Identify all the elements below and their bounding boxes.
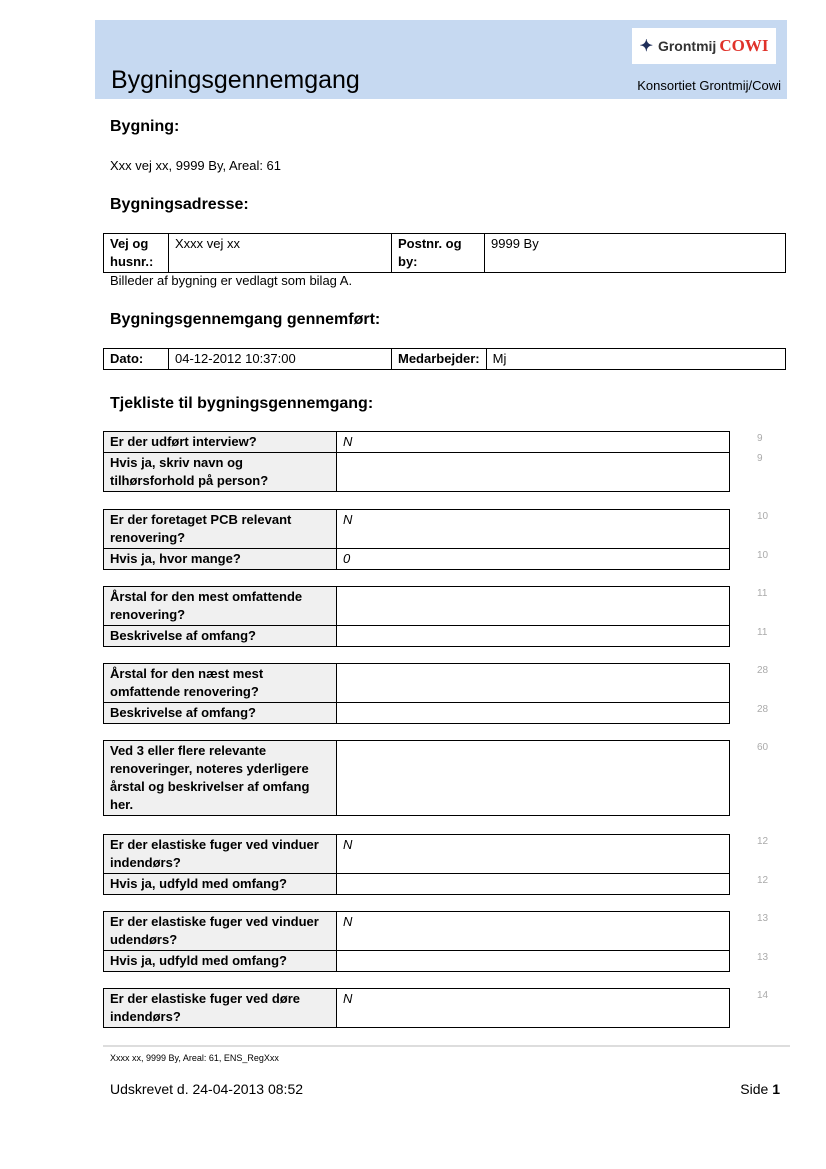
building-heading: Bygning:	[110, 118, 180, 135]
footer-divider	[103, 1045, 790, 1047]
checklist-group	[103, 834, 730, 895]
checklist-row	[104, 549, 730, 570]
checklist-group	[103, 586, 730, 647]
postal-value: 9999 By	[485, 234, 786, 273]
answer-field[interactable]: N	[337, 432, 730, 453]
answer-field[interactable]	[337, 874, 730, 895]
footer-ref: Xxxx xx, 9999 By, Areal: 61, ENS_RegXxx	[110, 1053, 279, 1063]
answer-field[interactable]	[337, 951, 730, 972]
postal-label: Postnr. og by:	[392, 234, 485, 273]
field-number: 60	[757, 742, 769, 753]
logo-mark-icon: ✦	[639, 38, 653, 55]
answer-field[interactable]	[337, 741, 730, 816]
field-number: 10	[757, 511, 769, 522]
checklist-group	[103, 663, 730, 724]
answer-field[interactable]	[337, 453, 730, 492]
question: Beskrivelse af omfang?	[104, 703, 337, 724]
question: Er der udført interview?	[104, 432, 337, 453]
question: Er der elastiske fuger ved vinduer indendørs?	[104, 835, 337, 874]
page-number	[740, 1081, 780, 1097]
field-number: 12	[757, 836, 769, 847]
checklist-row	[104, 951, 730, 972]
question: Hvis ja, skriv navn og tilhørsforhold på person?	[104, 453, 337, 492]
answer-field[interactable]: N	[337, 835, 730, 874]
field-number: 11	[757, 627, 768, 638]
checklist-group	[103, 509, 730, 570]
field-number: 11	[757, 588, 768, 599]
logo	[632, 28, 776, 64]
question: Hvis ja, udfyld med omfang?	[104, 951, 337, 972]
checklist-row	[104, 510, 730, 549]
answer-field[interactable]: 0	[337, 549, 730, 570]
done-heading: Bygningsgennemgang gennemført:	[110, 311, 381, 328]
checklist-group	[103, 911, 730, 972]
checklist-row	[104, 626, 730, 647]
checklist-group	[103, 431, 730, 492]
question: Årstal for den mest omfattende renovering?	[104, 587, 337, 626]
organization: Konsortiet Grontmij/Cowi	[637, 78, 781, 93]
page-title: Bygningsgennemgang	[111, 66, 360, 94]
checklist-row	[104, 703, 730, 724]
field-number: 14	[757, 990, 769, 1001]
printed-date: Udskrevet d. 24-04-2013 08:52	[110, 1081, 304, 1097]
question: Beskrivelse af omfang?	[104, 626, 337, 647]
building-text: Xxx vej xx, 9999 By, Areal: 61	[110, 158, 282, 173]
question: Årstal for den næst mest omfattende renovering?	[104, 664, 337, 703]
employee-label: Medarbejder:	[392, 349, 487, 370]
address-heading: Bygningsadresse:	[110, 196, 249, 213]
date-label: Dato:	[104, 349, 169, 370]
question: Ved 3 eller flere relevante renoveringer, noteres yderligere årstal og beskrivelser af omfang her.	[104, 741, 337, 816]
photo-note: Billeder af bygning er vedlagt som bilag A.	[110, 273, 353, 288]
checklist-row	[104, 912, 730, 951]
question: Hvis ja, hvor mange?	[104, 549, 337, 570]
question: Er der foretaget PCB relevant renovering?	[104, 510, 337, 549]
done-table	[103, 348, 786, 370]
logo-text: Grontmij	[657, 38, 717, 54]
answer-field[interactable]	[337, 626, 730, 647]
checklist-group	[103, 988, 730, 1028]
header-band	[95, 20, 787, 99]
question: Hvis ja, udfyld med omfang?	[104, 874, 337, 895]
address-table	[103, 233, 786, 273]
checklist-row	[104, 453, 730, 492]
checklist-row	[104, 741, 730, 816]
question: Er der elastiske fuger ved vinduer udendørs?	[104, 912, 337, 951]
field-number: 12	[757, 875, 769, 886]
field-number: 9	[757, 433, 763, 444]
checklist-group	[103, 740, 730, 816]
checklist-row	[104, 587, 730, 626]
page-label: Side	[740, 1081, 769, 1097]
logo-brand: COWI	[719, 36, 769, 55]
date-value: 04-12-2012 10:37:00	[169, 349, 392, 370]
checklist-row	[104, 874, 730, 895]
answer-field[interactable]: N	[337, 912, 730, 951]
answer-field[interactable]	[337, 587, 730, 626]
answer-field[interactable]: N	[337, 989, 730, 1028]
answer-field[interactable]	[337, 664, 730, 703]
field-number: 13	[757, 913, 769, 924]
checklist-row	[104, 664, 730, 703]
answer-field[interactable]: N	[337, 510, 730, 549]
field-number: 9	[757, 453, 763, 464]
checklist-row	[104, 989, 730, 1028]
employee-value: Mj	[486, 349, 785, 370]
field-number: 10	[757, 550, 769, 561]
street-label: Vej og husnr.:	[104, 234, 169, 273]
checklist-heading: Tjekliste til bygningsgennemgang:	[110, 395, 374, 412]
field-number: 28	[757, 704, 769, 715]
field-number: 28	[757, 665, 769, 676]
question: Er der elastiske fuger ved døre indendørs?	[104, 989, 337, 1028]
page-value: 1	[772, 1081, 780, 1097]
answer-field[interactable]	[337, 703, 730, 724]
street-value: Xxxx vej xx	[169, 234, 392, 273]
checklist-row	[104, 432, 730, 453]
field-number: 13	[757, 952, 769, 963]
checklist-row	[104, 835, 730, 874]
